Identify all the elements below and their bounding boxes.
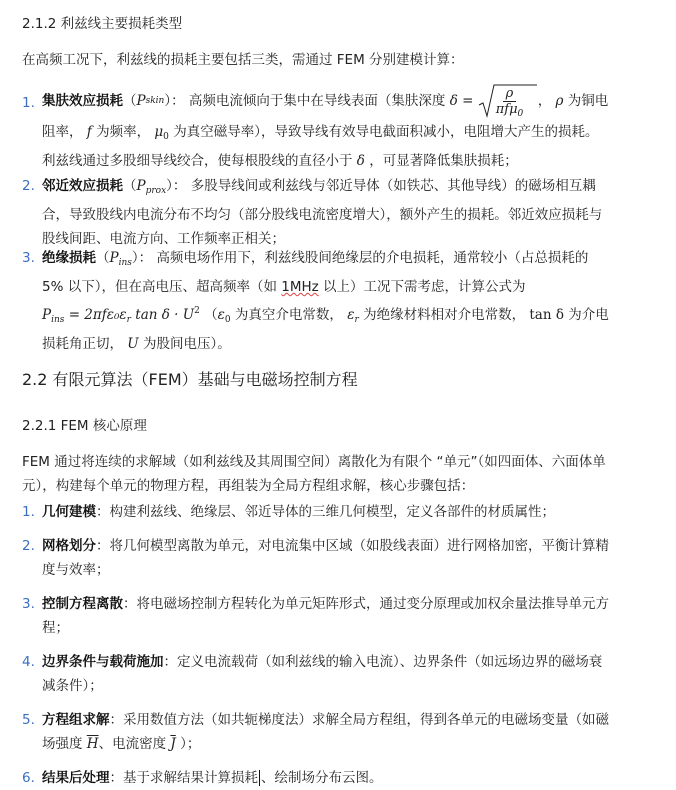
list-item-insulation-loss: 3. 绝缘损耗$(P_{ins})$： 高频电场作用下，利兹线股间绝缘层的介电损耗，通常较小（占总损耗的 5% 以下），但在高电压、超高频率（如 1MHz 以上）工况下需考虑，计算公式为 $P_{ins} = 2\pi f\varepsilon_0\varepsilon_r$ $\tan \delta \cdot U^2$ （$\varepsilon_0$ 为真空介电常数， $\varepsilon_r$ 为绝缘材料相对介电常数， tan δ 为介电 损耗角正切， U 为股间电压）。 — [22, 246, 662, 356]
intro-paragraph-2-1-2: 在高频工况下，利兹线的损耗主要包括三类，需通过 FEM 分别建模计算： — [22, 52, 464, 68]
list-item-step-1: 1. 几何建模：构建利兹线、绝缘层、邻近导体的三维几何模型，定义各部件的材质属性； — [22, 504, 555, 520]
spellcheck-underline: 1MHz — [281, 279, 319, 295]
section-heading-2-2-1: 2.2.1 FEM 核心原理 — [22, 418, 147, 434]
section-2-1-2 — [22, 12, 662, 36]
list-item-proximity-loss: 2. 邻近效应损耗$(P_{prox})$： 多股导线间或利兹线与邻近导体（如铁芯、其他导线）的磁场相互耦 合，导致股线内电流分布不均匀（部分股线电流密度增大），额外产生的损耗。邻近效应损耗与 股线间距、电流方向、工作频率正相关； — [22, 178, 603, 247]
section-heading-2-2: 2.2 有限元算法（FEM）基础与电磁场控制方程 — [22, 370, 358, 389]
list-item-skin-loss: 1. 集肤效应损耗 （ P skin ）： 高频电流倾向于集中在导线表面（集肤深度 δ = ρ πfμ$_0$ ， ρ 为铜电 阻率， f 为频率， $\mu_0$ 为真空磁导率），导致导线有效导电截面积减小，电阻增大产生的损耗。 利兹线通过多股细导线绞合，使每根股线的直径小于 δ ，可显著降低集肤损耗； — [22, 82, 662, 173]
intro-paragraph-2-2-1: FEM 通过将连续的求解域（如利兹线及其周围空间）离散化为有限个 “单元”（如四面体、六面体单 元），构建每个单元的物理方程，再组装为全局方程组求解，核心步骤包括： — [22, 454, 606, 494]
list-item-step-4: 4. 边界条件与载荷施加：定义电流载荷（如利兹线的输入电流）、边界条件（如远场边界的磁场衰 减条件）； — [22, 654, 603, 694]
section-heading-2-1-2: 2.1.2 利兹线主要损耗类型 — [22, 16, 183, 32]
text-cursor[interactable] — [259, 770, 260, 786]
list-item-step-2: 2. 网格划分：将几何模型离散为单元，对电流集中区域（如股线表面）进行网格加密，平衡计算精 度与效率； — [22, 538, 609, 578]
list-item-step-6: 6. 结果后处理：基于求解结果计算损耗 、绘制场分布云图。 — [22, 770, 383, 786]
sqrt-formula: ρ πfμ$_0$ — [478, 83, 538, 119]
list-item-step-5: 5. 方程组求解：采用数值方法（如共轭梯度法）求解全局方程组，得到各单元的电磁场变量（如磁 场强度 $\overline{H}$、电流密度 $\overline{J}$ ）； — [22, 712, 609, 752]
fem-steps-list — [22, 500, 662, 790]
list-item-step-3: 3. 控制方程离散：将电磁场控制方程转化为单元矩阵形式，通过变分原理或加权余量法推导单元方 程； — [22, 596, 609, 636]
loss-list — [22, 82, 662, 173]
insulation-formula-line: $P_{ins} = 2\pi f\varepsilon_0\varepsilon_r$ $\tan \delta \cdot U^2$ （$\varepsilon_0$ 为真空介电常数， $\varepsilon_r$ 为绝缘材料相对介电常数， tan δ 为介电 — [42, 306, 609, 325]
